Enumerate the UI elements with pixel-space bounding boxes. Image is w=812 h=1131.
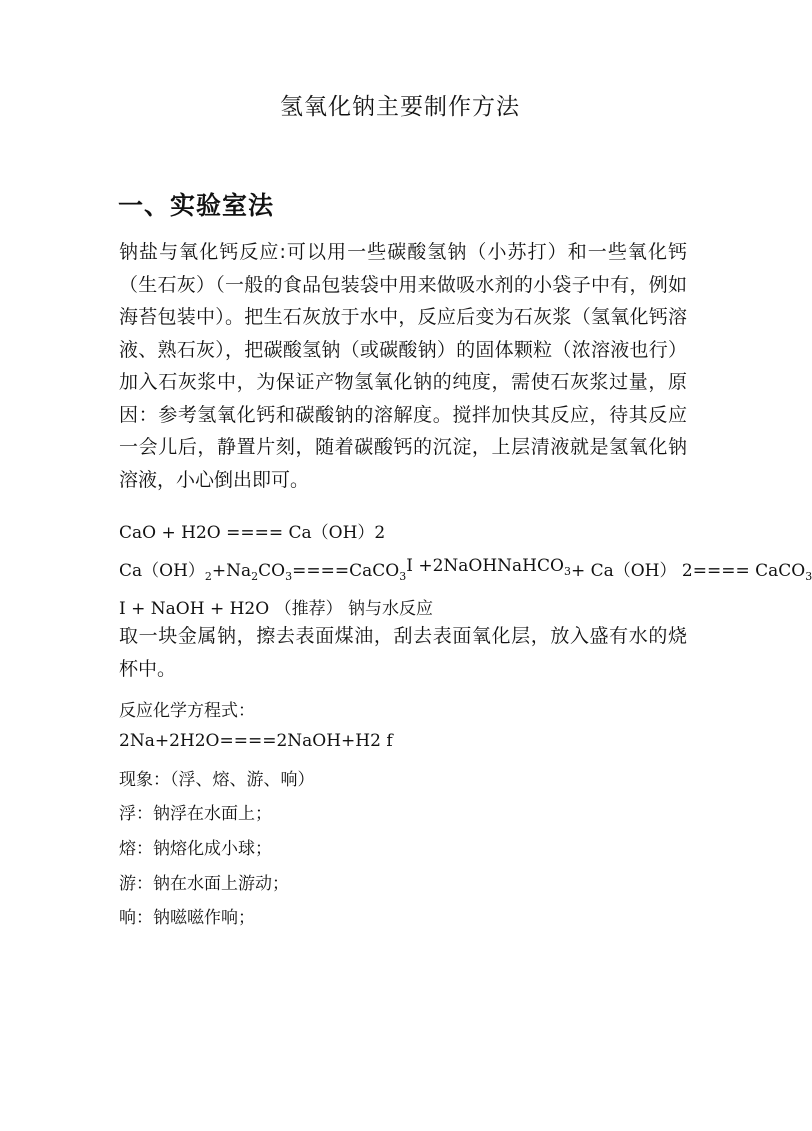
phenomenon-swim: 游：钠在水面上游动；	[119, 874, 289, 894]
equation-part: + Ca（OH） 2==== CaCO$_3$	[570, 561, 812, 583]
reaction-equation: 2Na+2H2O====2NaOH+H2 f	[119, 731, 393, 751]
phenomenon-sound: 响：钠嗞嗞作响；	[119, 908, 255, 928]
equation-cao-water: CaO + H2O ==== Ca（OH）2	[119, 523, 386, 543]
equation-continuation: I + NaOH + H2O （推荐） 钠与水反应	[119, 599, 433, 619]
document-title: 氢氧化钠主要制作方法	[280, 94, 520, 120]
equation-part: $Ca(OH)_2+Na_2CO_3====CaCO_3$	[119, 561, 407, 583]
section-heading: 一、实验室法	[118, 191, 275, 220]
phenomenon-melt: 熔：钠熔化成小球；	[119, 839, 272, 859]
equation-part: I +2NaOHNaHCO$_3$	[406, 556, 571, 578]
phenomenon-float: 浮：钠浮在水面上；	[119, 804, 272, 824]
paragraph-lab-method: 钠盐与氧化钙反应:可以用一些碳酸氢钠（小苏打）和一些氧化钙（生石灰）（一般的食品包装袋中用来做吸水剂的小袋子中有，例如海苔包装中）。把生石灰放于水中，反应后变为石灰浆（氢氧化钙溶液、熟石灰），把碳酸氢钠（或碳酸钠）的固体颗粒（浓溶液也行）加入石灰浆中，为保证产物氢氧化钠的纯度，需使石灰浆过量，原因：参考氢氧化钙和碳酸钠的溶解度。搅拌加快其反应，待其反应一会儿后，静置片刻，随着碳酸钙的沉淀，上层清液就是氢氧化钠溶液，小心倒出即可。	[119, 241, 687, 491]
paragraph-sodium-water: 取一块金属钠，擦去表面煤油，刮去表面氧化层，放入盛有水的烧杯中。	[119, 625, 687, 680]
phenomena-line: 现象：（浮、熔、游、响）	[119, 770, 315, 790]
equation-naoh-production	[119, 556, 812, 583]
reaction-label: 反应化学方程式：	[119, 701, 255, 721]
